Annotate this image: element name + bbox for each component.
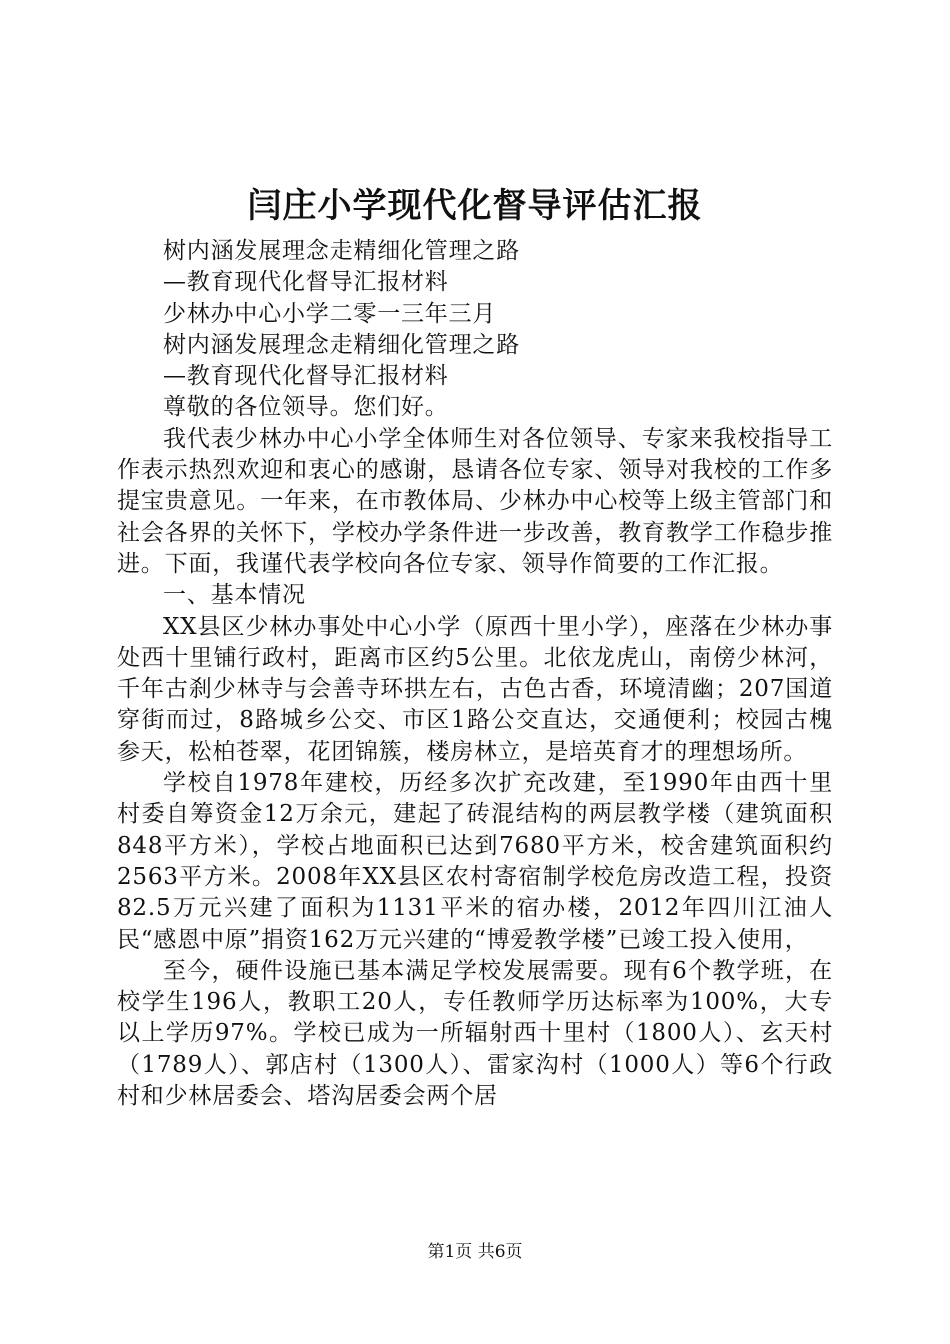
document-title: 闫庄小学现代化督导评估汇报	[247, 186, 703, 226]
paragraph-history: 学校自1978年建校，历经多次扩充改建，至1990年由西十里村委自筹资金12万余元，建起了砖混结构的两层教学楼（建筑面积848平方米），学校占地面积已达到7680平方米，校舍建筑面积约2563平方米。2008年XX县区农村寄宿制学校危房改造工程，投资82.5万元兴建了面积为1131平米的宿办楼，2012年四川江油人民“感恩中原”捐资162万元兴建的“博爱教学楼”已竣工投入使用，	[117, 770, 833, 953]
paragraph-subtitle-repeat: 树内涵发展理念走精细化管理之路	[163, 331, 520, 358]
document-body	[117, 236, 833, 1112]
page-footer: 第1页 共6页	[427, 1242, 523, 1262]
paragraph-intro: 我代表少林办中心小学全体师生对各位领导、专家来我校指导工作表示热烈欢迎和衷心的感谢，恳请各位专家、领导对我校的工作多提宝贵意见。一年来，在市教体局、少林办中心校等上级主管部门和社会各界的关怀下，学校办学条件进一步改善，教育教学工作稳步推进。下面，我谨代表学校向各位专家、领导作简要的工作汇报。	[117, 425, 833, 577]
paragraph-subtitle-dash: —教育现代化督导汇报材料	[163, 269, 449, 296]
section-heading-basic: 一、基本情况	[163, 582, 306, 609]
paragraph-author-date: 少林办中心小学二零一三年三月	[163, 300, 497, 327]
paragraph-subtitle: 树内涵发展理念走精细化管理之路	[163, 238, 520, 264]
paragraph-location: XX县区少林办事处中心小学（原西十里小学），座落在少林办事处西十里铺行政村，距离市区约5公里。北依龙虎山，南傍少林河，千年古刹少林寺与会善寺环拱左右，古色古香，环境清幽；207国道穿街而过，8路城乡公交、市区1路公交直达，交通便利；校园古槐参天，松柏苍翠，花团锦簇，楼房林立，是培英育才的理想场所。	[117, 613, 833, 765]
paragraph-subtitle-dash-repeat: —教育现代化督导汇报材料	[163, 363, 449, 390]
paragraph-current-status: 至今，硬件设施已基本满足学校发展需要。现有6个教学班，在校学生196人，教职工20人，专任教师学历达标率为100%，大专以上学历97%。学校已成为一所辐射西十里村（1800人）、玄天村（1789人）、郭店村（1300人）、雷家沟村（1000人）等6个行政村和少林居委会、塔沟居委会两个居	[117, 957, 833, 1110]
paragraph-greeting: 尊敬的各位领导。您们好。	[163, 394, 449, 421]
